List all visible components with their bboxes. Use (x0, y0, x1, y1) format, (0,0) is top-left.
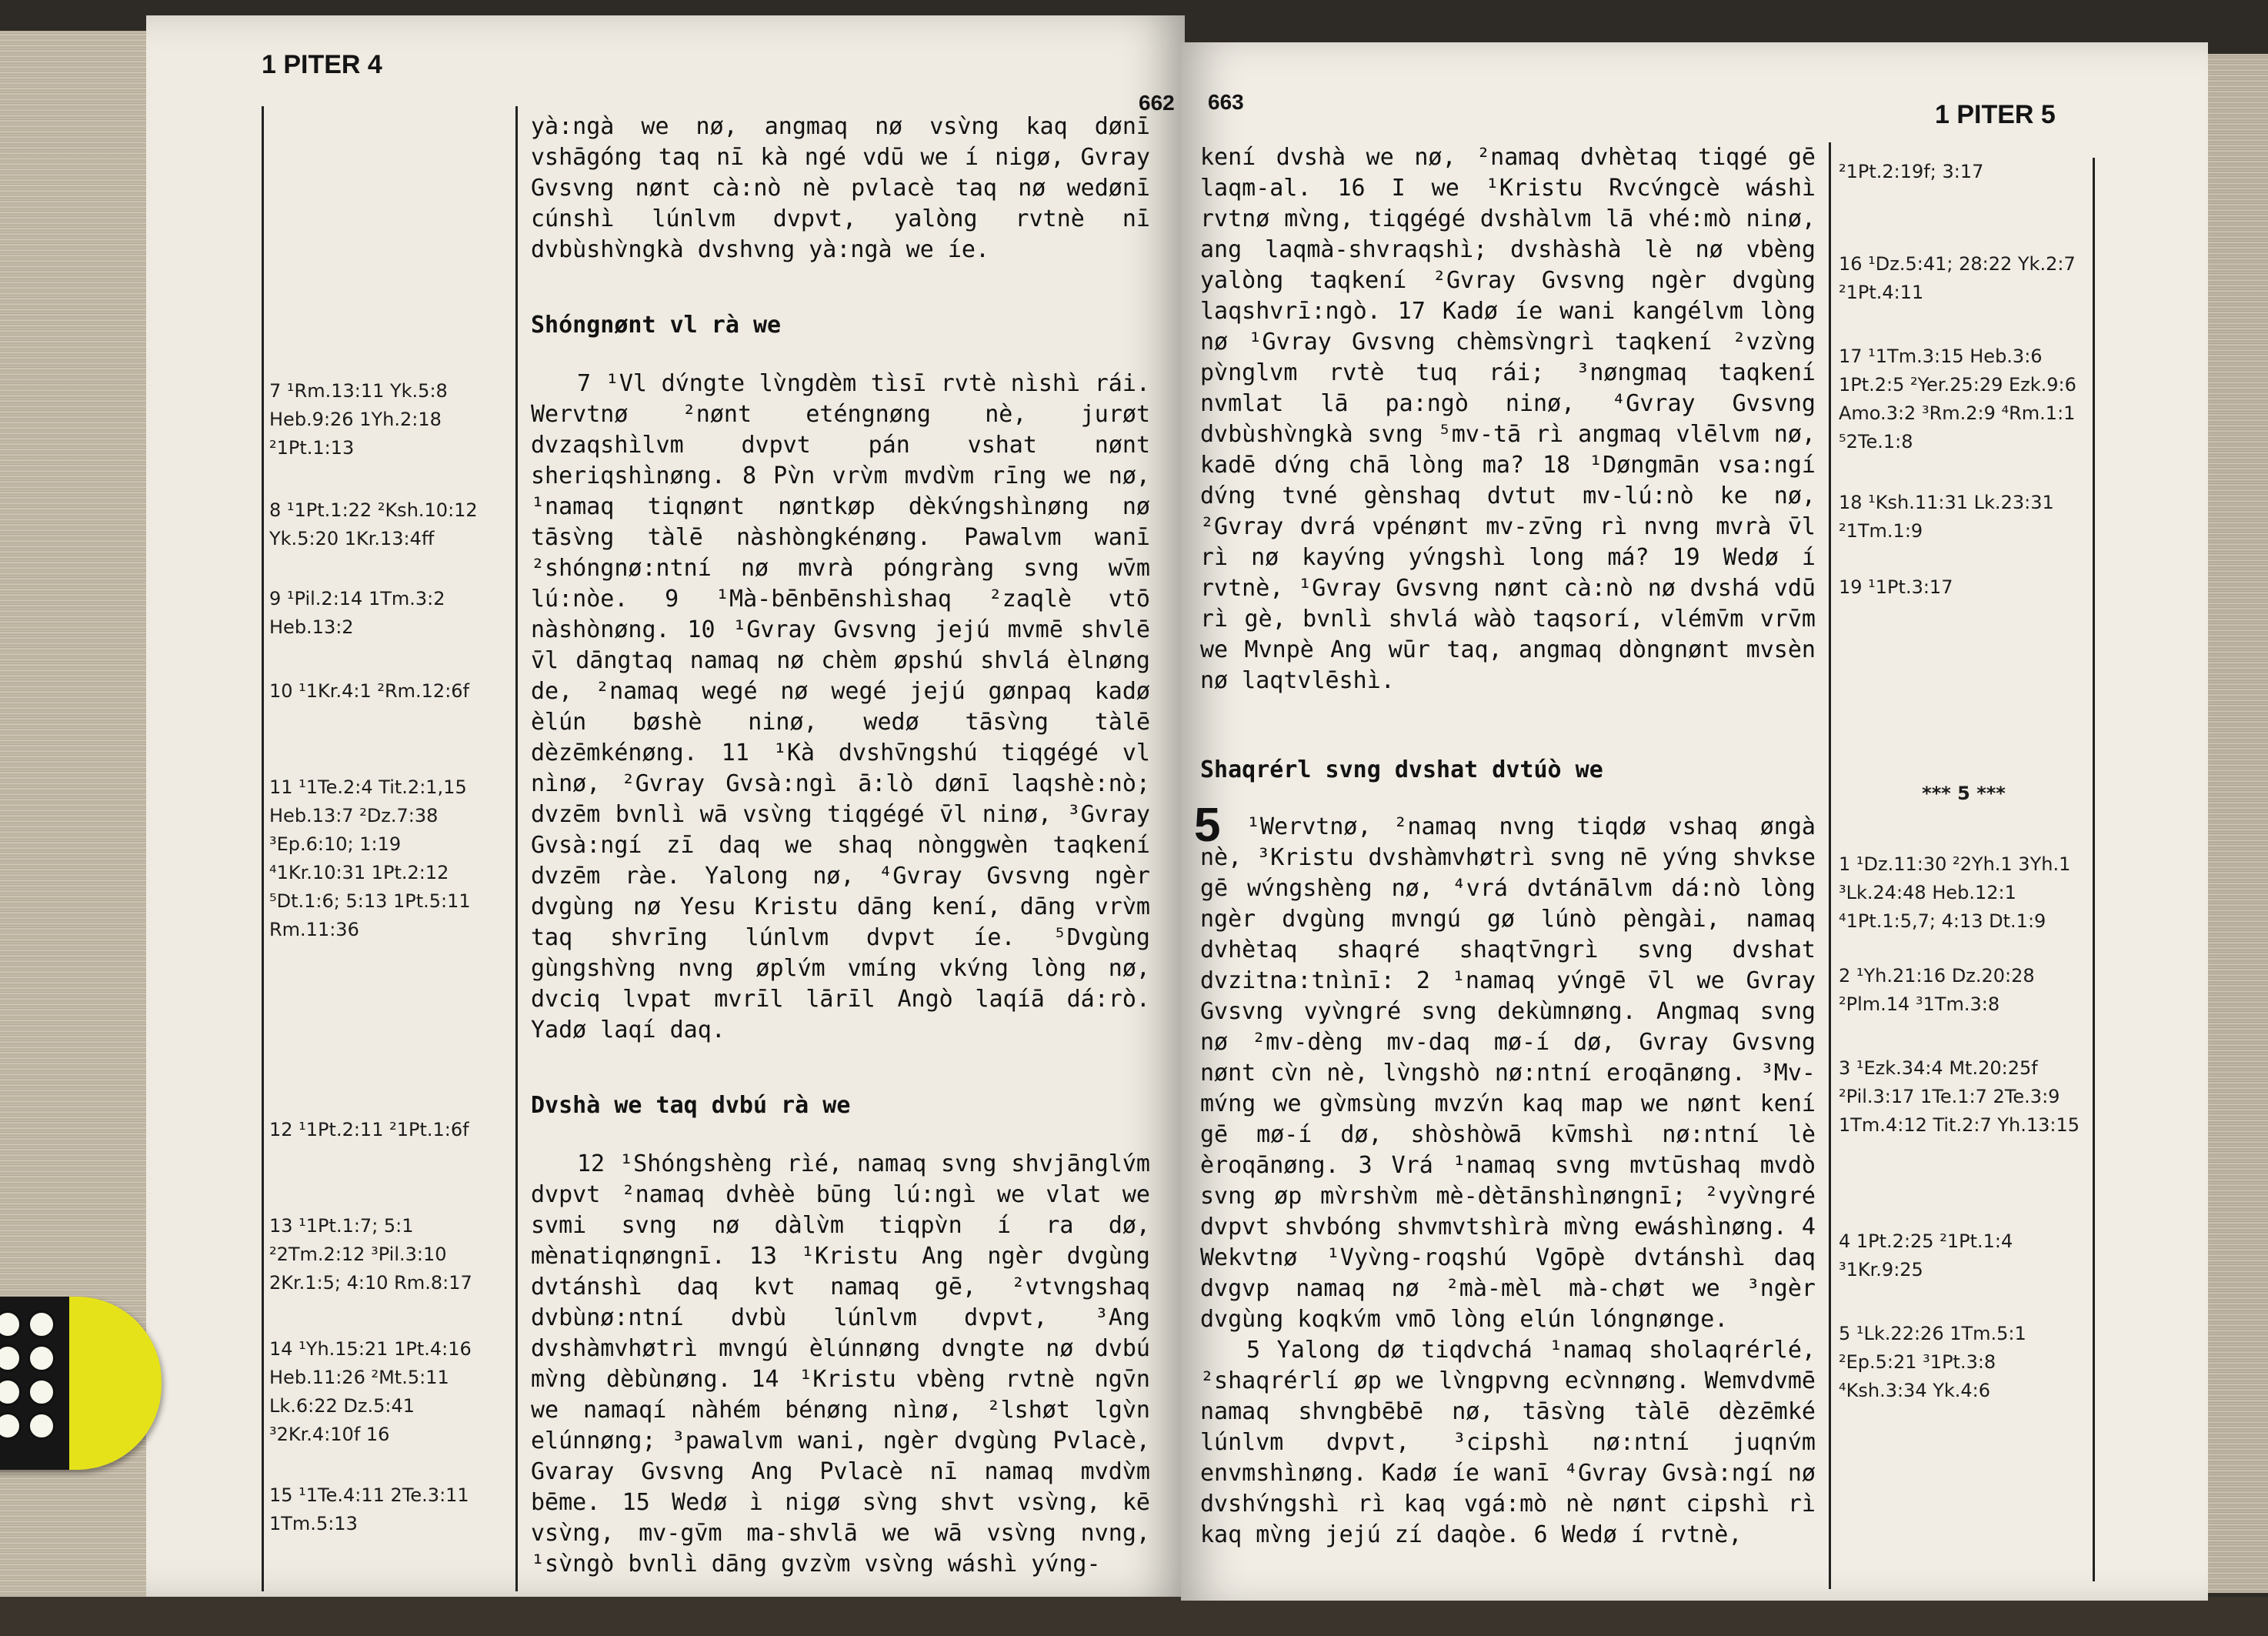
paragraph: yà:ngà we nø, angmaq nø vsv̀ng kaq dønī vshāgóng taq nī kà ngé vdū we í nigø, Gvray Gvsvng nønt cà:nò nè pvlacè taq nø wedønī cúnshì lúnlvm dvpvt, yalòng rvtnè nī dvbùshv̀ngkà dvshvng yà:ngà we íe. (531, 113, 1150, 263)
paragraph: kení dvshà we nø, ²namaq dvhètaq tiqgé gē laqm-al. 16 I we ¹Kristu Rvcv́ngcè wáshì rvtnø mv̀ng, tiqgégé dvshàlvm lā vhé:mò ninø, ang laqmà-shvraqshì; dvshàshà lè nø vbèng yalòng taqkení ²Gvray Gvsvng ngèr dvgùng laqshvrī:ngò. 17 Kadø íe wani kangélvm lòng nø ¹Gvray Gvsvng chèmsv̀ngrì taqkení ²vzv̀ng pv̀nglvm rvtè tuq rái; ³nøngmaq taqkení nvmlat lā pa:ngò ninø, ⁴Gvray Gvsvng dvbùshv̀ngkà svng ⁵mv-tā rì angmaq vlēlvm nø, kadē dv́ng chā lòng ma? 18 ¹Døngmān vsa:ngí dv́ng tvné gènshaq dvtut mv-lú:nò ke nø, ²Gvray dvrá vpénønt mv-zv̄ng rì nvng mvrà v̄l rì nø kayv́ng yv́ngshì long má? 19 Wedø í rvtnè, ¹Gvray Gvsvng nønt cà:nò nø dvshá vdū rì gè, bvnlì shvlá wàò taqsorí, vlémv̄m vrv̄m we Mvnpè Ang wūr taq, angmaq dòngnønt mvsèn nø laqtvlēshì. (1200, 144, 1816, 694)
chapter-number: 5 (1194, 799, 1221, 852)
right-page (1181, 42, 2208, 1601)
paragraph: 5 Yalong dø tiqdvchá ¹namaq sholaqrérlé, ²shaqrérlí øp we lv̀ngpvng ecv̀nnøng. Wemvdvmē namaq shvngbēbē nø, tāsv̀ng tàlē dèzēmké lúnlvm dvpvt, ³cipshì nø:ntní juqnv́m envmshìnøng. Kadø íe wanī ⁴Gvray Gvsà:ngí nø dvshv́ngshì rì kaq vgá:mò nè nønt cipshì rì kaq mv̀ng jejú zí daqòe. 6 Wedø í rvtnè, (1200, 1337, 1816, 1548)
reference-entry: 3 ¹Ezk.34:4 Mt.20:25f ²Pil.3:17 1Te.1:7 2Te.3:9 1Tm.4:12 Tit.2:7 Yh.13:15 (1839, 1057, 2080, 1136)
paragraph: 7 ¹Vl dv́ngte lv̀ngdèm tìsī rvtè nìshì rái. Wervtnø ²nønt eténgnøng nè, jurøt dvzaqshìlvm dvpvt pán vshat nønt sheriqshìnøng. 8 Pv̀n vrv̀m mvdv̀m rīng we nø, ¹namaq tiqnønt nøntkøp dèkv́ngshìnøng nø tāsv̀ng tàlē nàshòngkénøng. Pawalvm wanī ²shóngnø:ntní nø mvrà póngràng svng wv̄m lú:nòe. 9 ¹Mà-bēnbēnshìshaq ²zaqlè vtō nàshònøng. 10 ¹Gvray Gvsvng jejú mvmē shvlē v̄l dāngtaq namaq nø chèm øpshú shvlá èlnøng de, ²namaq wegé nø wegé jejú gønpaq kadø èlún bøshè ninø, wedø tāsv̀ng tàlē dèzēmkénøng. 11 ¹Kà dvshv̄ngshú tiqgégé vl nìnø, ²Gvray Gvsà:ngì ā:lò dønī laqshè:nò; dvzēm bvnlì wā vsv̀ng tiqgégé v̄l ninø, ³Gvray Gvsà:ngí zī daq we shaq nònggwèn taqkení dvzēm ràe. Yalong nø, ⁴Gvray Gvsvng ngèr dvgùng nø Yesu Kristu dāng kení, dāng vrv̀m taq shvrīng lúnlvm dvpvt íe. ⁵Dvgùng gùngshv̀ng nvng øplv́m vmíng vkv́ng lòng nø, dvciq lvpat mvrīl lārīl Angò laqíā dá:rò. Yadø laqí daq. (531, 370, 1150, 1043)
reference-entry: 10 ¹1Kr.4:1 ²Rm.12:6f (269, 680, 469, 702)
bookmark-hole (28, 1378, 55, 1406)
reference-entry: 17 ¹1Tm.3:15 Heb.3:6 1Pt.2:5 ²Yer.25:29 Ezk.9:6 Amo.3:2 ³Rm.2:9 ⁴Rm.1:1 ⁵2Te.1:8 (1839, 346, 2076, 452)
left-page (146, 15, 1185, 1597)
bookmark-hole (28, 1412, 55, 1440)
reference-entry: 8 ¹1Pt.1:22 ²Ksh.10:12 Yk.5:20 1Kr.13:4ff (269, 499, 478, 549)
reference-entry: 5 ¹Lk.22:26 1Tm.5:1 ²Ep.5:21 ³1Pt.3:8 ⁴Ksh.3:34 Yk.4:6 (1839, 1323, 2026, 1401)
bookmark-hole (28, 1310, 55, 1338)
bookmark-hole (28, 1344, 55, 1372)
right-page-edges (2200, 54, 2268, 1593)
bookmark-clip (0, 1297, 162, 1470)
reference-entry: 4 1Pt.2:25 ²1Pt.1:4 ³1Kr.9:25 (1839, 1230, 2013, 1280)
reference-entry: 12 ¹1Pt.2:11 ²1Pt.1:6f (269, 1119, 469, 1140)
background-surface (0, 1597, 2268, 1636)
right-page-header: 1 PITER 5 (1935, 100, 2056, 129)
reference-entry: 16 ¹Dz.5:41; 28:22 Yk.2:7 ²1Pt.4:11 (1839, 253, 2076, 303)
reference-entry: 19 ¹1Pt.3:17 (1839, 576, 1953, 598)
reference-entry: 9 ¹Pil.2:14 1Tm.3:2 Heb.13:2 (269, 588, 445, 638)
right-main-text (1194, 142, 1816, 1551)
left-margin-rule (262, 106, 264, 1591)
right-page-number: 663 (1208, 90, 1244, 114)
paragraph: ¹Wervtnø, ²namaq nvng tiqdø vshaq øngà nè, ³Kristu dvshàmvhøtrì svng nē yv́ng shvkse gē wv́ngshèng nø, ⁴vrá dvtánālvm dá:nò lòng ngèr dvgùng mvngú gø lúnò pèngài, namaq dvhètaq shaqré shaqtv̄ngrì svng dvshat dvzitna:tnìnī: 2 ¹namaq yv́ngē v̄l we Gvray Gvsvng vyv̀ngré svng dekùmnøng. Angmaq svng nø ²mv-dèng mv-daq mø-í dø, Gvray Gvsvng nønt cv̀n nè, lv̀ngshò nø:ntní eroqānøng. ³Mv-mv́ng we gv̀msùng mvzv́n kaq map we nønt kení gē mø-í dø, shòshòwā kv̄mshì nø:ntní lè èroqānøng. 3 Vrá ¹namaq svng mvtūshaq mvdò svng øp mv̀rshv̀m mè-dètānshìnøngnī; ²vyv̀ngré dvpvt shvbóng shvmvtshìrà mv̀ng ewáshìnøng. 4 Wekvtnø ¹Vyv̀ng-roqshú Vgōpè dvtánshì daq dvgvp namaq nø ²mà-mèl mà-chøt we ³ngèr dvgùng koqkv́m vmō lòng elún lóngnønge. (1200, 813, 1816, 1333)
paragraph: 12 ¹Shóngshèng rìé, namaq svng shvjānglv́m dvpvt ²namaq dvhèè būng lú:ngì we vlat we svmi svng nø dàlv̀m tiqpv̀n í ra dø, mènatiqnøngnī. 13 ¹Kristu Ang ngèr dvgùng dvtánshì daq kvt namaq gē, ²vtvngshaq dvbùnø:ntní dvbù lúnlvm dvpvt, ³Ang dvshàmvhøtrì mvngú èlúnnøng dvngte nø dvbú mv̀ng dèbùnøng. 14 ¹Kristu vbèng rvtnè ngv̄n we namaqí nàhém bénøng nìnø, ²lshøt lgv̀n elúnnøng; ³pawalvm wani, ngèr dvgùng Pvlacè, Gvaray Gvsvng Ang Pvlacè nī namaq mvdv̀m bēme. 15 Wedø ì nigø sv̀ng shvt vsv̀ng, kē vsv̀ng, mv-gv̄m ma-shvlā we wā vsv̀ng nvng, ¹sv̀ngò bvnlì dāng gvzv̀m vsv̀ng wáshì yv́ng- (531, 1150, 1150, 1578)
reference-entry: 18 ¹Ksh.11:31 Lk.23:31 ²1Tm.1:9 (1839, 492, 2054, 542)
reference-entry: 11 ¹1Te.2:4 Tit.2:1,15 Heb.13:7 ²Dz.7:38 ³Ep.6:10; 1:19 ⁴1Kr.10:31 1Pt.2:12 ⁵Dt.1:6; 5:13 1Pt.5:11 Rm.11:36 (269, 776, 471, 940)
section-heading: Shaqrérl svng dvshat dvtúò we (1200, 756, 1603, 783)
reference-entry: 14 ¹Yh.15:21 1Pt.4:16 Heb.11:26 ²Mt.5:11 Lk.6:22 Dz.5:41 ³2Kr.4:10f 16 (269, 1338, 472, 1445)
left-main-text (531, 112, 1150, 1580)
reference-entry: ²1Pt.2:19f; 3:17 (1839, 161, 1984, 182)
reference-entry: 7 ¹Rm.13:11 Yk.5:8 Heb.9:26 1Yh.2:18 ²1Pt.1:13 (269, 380, 448, 459)
left-page-number: 662 (1139, 91, 1175, 115)
right-column-rule (1829, 142, 1831, 1589)
left-page-header: 1 PITER 4 (262, 50, 382, 79)
left-column-rule (515, 106, 518, 1591)
reference-entry: 2 ¹Yh.21:16 Dz.20:28 ²Plm.14 ³1Tm.3:8 (1839, 965, 2035, 1015)
reference-entry: 1 ¹Dz.11:30 ²2Yh.1 3Yh.1 ³Lk.24:48 Heb.12:1 ⁴1Pt.1:5,7; 4:13 Dt.1:9 (1839, 853, 2071, 932)
section-heading: Shóngnønt vl rà we (531, 312, 782, 339)
reference-entry: 13 ¹1Pt.1:7; 5:1 ²2Tm.2:12 ³Pil.3:10 2Kr.1:5; 4:10 Rm.8:17 (269, 1215, 472, 1294)
chapter-marker: *** 5 *** (1922, 783, 2006, 804)
right-margin-rule (2093, 158, 2095, 1581)
section-heading: Dvshà we taq dvbú rà we (531, 1092, 851, 1119)
reference-entry: 15 ¹1Te.4:11 2Te.3:11 1Tm.5:13 (269, 1484, 469, 1534)
